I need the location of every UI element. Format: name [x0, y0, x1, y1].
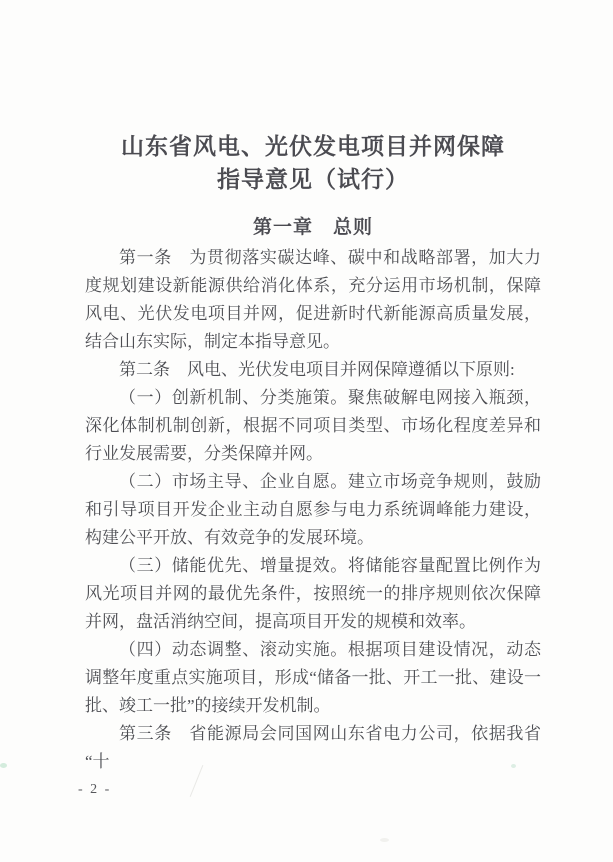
document-body: [85, 244, 541, 776]
document-title-line2: 指导意见（试行）: [217, 165, 409, 192]
document-title-line1: 山东省风电、光伏发电项目并网保障: [121, 133, 505, 159]
paragraph-principle-1: （一）创新机制、分类施策。聚焦破解电网接入瓶颈，深化体制机制创新，根据不同项目类型、市场化程度差异和行业发展需要，分类保障并网。: [85, 388, 541, 463]
page-number: - 2 -: [78, 782, 112, 797]
scan-artifact: [380, 838, 389, 842]
chapter-heading: 第一章 总则: [252, 217, 373, 238]
scan-artifact: [0, 763, 7, 768]
document-content: [85, 0, 541, 776]
paragraph-article-2: 第二条 风电、光伏发电项目并网保障遵循以下原则:: [119, 360, 515, 379]
document-title: [85, 130, 541, 195]
paragraph-principle-2: （二）市场主导、企业自愿。建立市场竞争规则，鼓励和引导项目开发企业主动自愿参与电力系统调峰能力建设，构建公平开放、有效竞争的发展环境。: [85, 472, 541, 547]
paragraph-principle-3: （三）储能优先、增量提效。将储能容量配置比例作为风光项目并网的最优先条件，按照统一的排序规则依次保障并网，盘活消纳空间，提高项目开发的规模和效率。: [85, 556, 541, 631]
paragraph-article-3: 第三条 省能源局会同国网山东省电力公司，依据我省“十: [85, 724, 541, 771]
paragraph-article-1: 第一条 为贯彻落实碳达峰、碳中和战略部署，加大力度规划建设新能源供给消化体系，充分运用市场机制，保障风电、光伏发电项目并网，促进新时代新能源高质量发展，结合山东实际，制定本指导意见。: [85, 248, 541, 351]
paragraph-principle-4: （四）动态调整、滚动实施。根据项目建设情况，动态调整年度重点实施项目，形成“储备一批、开工一批、建设一批、竣工一批”的接续开发机制。: [85, 640, 541, 715]
